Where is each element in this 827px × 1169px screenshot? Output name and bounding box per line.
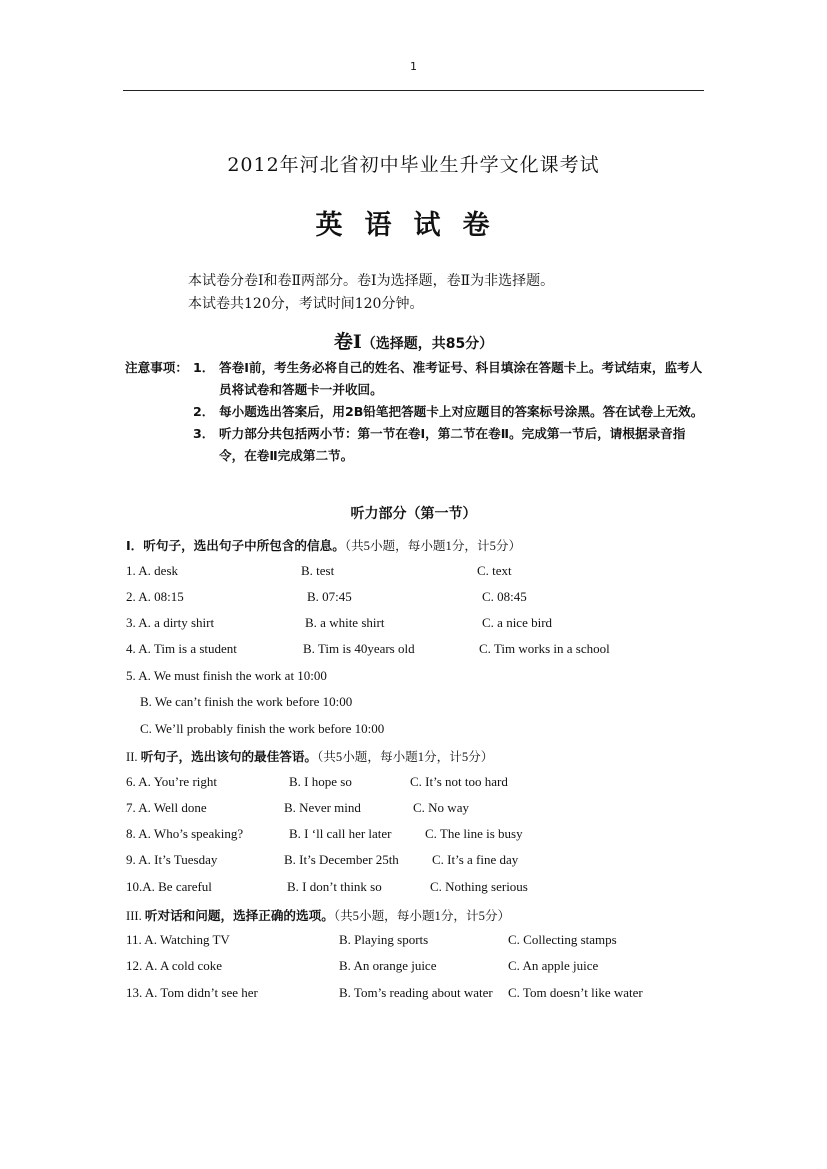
notes-block — [125, 357, 705, 467]
section-scoring: （共5小题，每小题1分，计5分） — [317, 750, 494, 764]
option-a: 9. A. It’s Tuesday — [126, 852, 218, 867]
option-c: C. a nice bird — [482, 615, 553, 630]
subject-title: 英语试卷 — [315, 210, 512, 241]
option-c: C. No way — [413, 800, 469, 815]
section-scoring: （共5小题，每小题1分，计5分） — [333, 909, 511, 923]
section-title: 听对话和问题，选择正确的选项。 — [144, 908, 334, 923]
option-b: B. a white shirt — [305, 615, 385, 630]
part-title: 卷Ⅰ — [333, 331, 362, 353]
option-b: B. I hope so — [289, 774, 352, 789]
exam-title: 2012年河北省初中毕业生升学文化课考试 — [227, 154, 600, 176]
option-b: B. I don’t think so — [287, 879, 382, 894]
section-title: 听句子，选出该句的最佳答语。 — [140, 749, 318, 764]
option-a: 2. A. 08:15 — [126, 589, 184, 604]
note-number: 3． — [193, 426, 215, 441]
note-text: 每小题选出答案后，用2B铅笔把答题卡上对应题目的答案标号涂黑。答在试卷上无效。 — [219, 404, 704, 419]
intro-line-1: 本试卷分卷Ⅰ和卷Ⅱ两部分。卷Ⅰ为选择题，卷Ⅱ为非选择题。 — [188, 273, 555, 289]
section-prefix: Ⅰ． — [126, 538, 144, 553]
option-c: C. 08:45 — [482, 589, 527, 604]
option-a: 10.A. Be careful — [126, 879, 212, 894]
option-b: B. An orange juice — [339, 958, 437, 973]
option-c: C. Tom doesn’t like water — [508, 985, 643, 1000]
option-a: 8. A. Who’s speaking? — [126, 826, 244, 841]
option-b: B. I ‘ll call her later — [289, 826, 392, 841]
option-c: C. An apple juice — [508, 958, 599, 973]
option-b: B. 07:45 — [307, 589, 352, 604]
option-b: B. Never mind — [284, 800, 361, 815]
part-heading — [0, 327, 827, 354]
option-c: C. Tim works in a school — [479, 641, 610, 656]
note-text: 答卷Ⅰ前，考生务必将自己的姓名、准考证号、科目填涂在答题卡上。考试结束，监考人员将试卷和答题卡一并收回。 — [219, 360, 703, 397]
note-item — [125, 423, 705, 467]
option-b: B. We can’t finish the work before 10:00 — [140, 694, 353, 709]
option-b: B. Tim is 40years old — [303, 641, 415, 656]
notes-label: 注意事项： — [125, 360, 188, 375]
option-c: C. text — [477, 563, 512, 578]
section-prefix: III. — [126, 909, 142, 923]
note-item — [125, 401, 705, 423]
note-number: 1． — [193, 360, 215, 375]
option-a: 13. A. Tom didn’t see her — [126, 985, 258, 1000]
option-a: 1. A. desk — [126, 563, 178, 578]
option-a: 11. A. Watching TV — [126, 932, 230, 947]
section-scoring: （共5小题，每小题1分，计5分） — [344, 539, 522, 553]
option-a: 7. A. Well done — [126, 800, 207, 815]
option-c: C. Nothing serious — [430, 879, 528, 894]
intro-line-2: 本试卷共120分，考试时间120分钟。 — [188, 296, 424, 312]
option-c: C. We’ll probably finish the work before 10:00 — [140, 721, 385, 736]
option-b: B. Playing sports — [339, 932, 429, 947]
option-a: 12. A. A cold coke — [126, 958, 223, 973]
option-c: C. It’s a fine day — [432, 852, 519, 867]
option-b: B. It’s December 25th — [284, 852, 399, 867]
option-a: 6. A. You’re right — [126, 774, 218, 789]
page-number: 1 — [410, 60, 417, 73]
option-a: 4. A. Tim is a student — [126, 641, 237, 656]
note-text: 听力部分共包括两小节：第一节在卷Ⅰ，第二节在卷Ⅱ。完成第一节后，请根据录音指令，在卷Ⅱ完成第二节。 — [219, 426, 686, 463]
section-title: 听句子，选出句子中所包含的信息。 — [143, 538, 345, 553]
part-note: （选择题，共85分） — [361, 336, 494, 352]
option-c: C. Collecting stamps — [508, 932, 617, 947]
option-b: B. test — [301, 563, 335, 578]
note-item — [125, 357, 705, 401]
note-number: 2． — [193, 404, 215, 419]
option-c: C. The line is busy — [425, 826, 523, 841]
option-a: 5. A. We must finish the work at 10:00 — [126, 668, 327, 683]
section-prefix: II. — [126, 750, 138, 764]
listening-heading: 听力部分（第一节） — [350, 506, 477, 522]
option-b: B. Tom’s reading about water — [339, 985, 493, 1000]
option-a: 3. A. a dirty shirt — [126, 615, 215, 630]
option-c: C. It’s not too hard — [410, 774, 508, 789]
header-rule — [123, 90, 704, 91]
